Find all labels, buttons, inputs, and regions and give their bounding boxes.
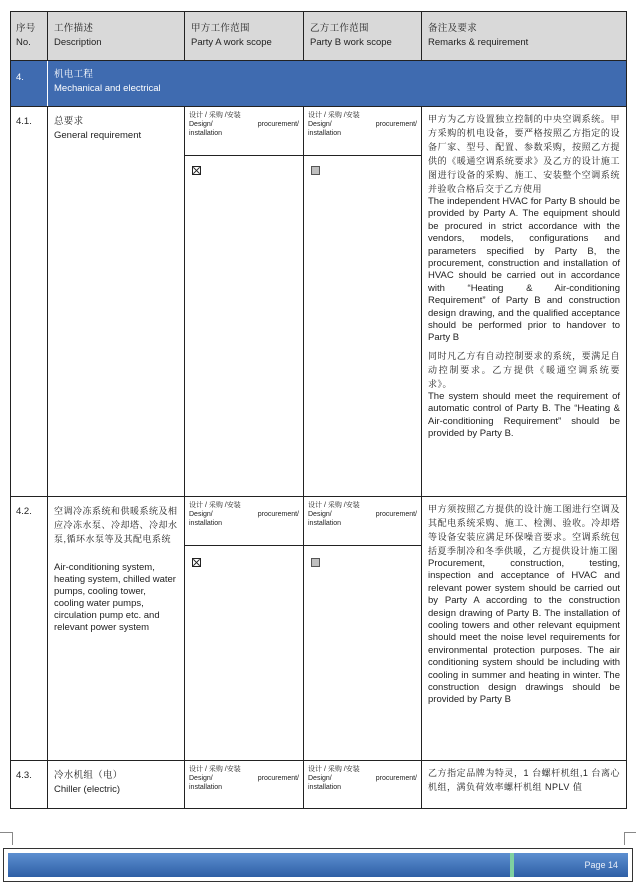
- scope-label-procurement: procurement/: [375, 121, 417, 128]
- header-remarks-zh: 备注及要求: [428, 23, 478, 34]
- col-divider: [184, 106, 185, 808]
- row-4-2-partyb-scope: [303, 496, 422, 546]
- row-4-1-desc-zh: 总要求: [54, 116, 84, 127]
- row-4-3-partya-scope: [184, 760, 304, 808]
- scope-label-zh: 设计 / 采购 /安装: [189, 112, 241, 119]
- section-row: [11, 60, 626, 106]
- row-4-2-partyb-checkbox[interactable]: [311, 558, 320, 567]
- col-divider: [303, 12, 304, 60]
- remark-paragraph: 乙方指定品牌为特灵，1 台螺杆机组,1 台离心机组，满负荷效率螺杆机组 NPLV 值: [428, 768, 620, 792]
- row-4-2-partya-scope: [184, 496, 304, 546]
- row-4-1-desc-en: General requirement: [54, 130, 142, 141]
- scope-label-zh: 设计 / 采购 /安装: [189, 502, 241, 509]
- scope-label-design: Design/: [189, 121, 213, 128]
- row-4-3-no: 4.3.: [16, 770, 32, 781]
- header-partyb-en: Party B work scope: [310, 37, 392, 48]
- scope-label-zh: 设计 / 采购 /安装: [308, 502, 360, 509]
- row-4-2-desc-zh: 空调冷冻系统和供暖系统及相应冷冻水泵、冷却塔、冷却水泵,循环水泵等及其配电系统: [54, 506, 178, 544]
- scope-label-installation: installation: [308, 130, 342, 137]
- row-4-3-desc-en: Chiller (electric): [54, 784, 120, 795]
- header-no-en: No.: [16, 37, 31, 48]
- row-4-3-remarks: [428, 766, 620, 794]
- row-4-1-partyb-scope: [303, 106, 422, 156]
- row-4-2-no: 4.2.: [16, 506, 32, 517]
- remark-paragraph: 甲方为乙方设置独立控制的中央空调系统。甲方采购的机电设备，要严格按照乙方指定的设备厂家、型号、配置、参数采购，按照乙方提供的《暖通空调系统要求》及乙方的设计施工图进行设备的采购、施工、安装整个空调系统并验收合格后交于乙方使用: [428, 114, 620, 194]
- scope-label-procurement: procurement/: [257, 511, 299, 518]
- row-4-1-remarks: [428, 112, 620, 441]
- col-divider: [421, 12, 422, 60]
- scope-label-installation: installation: [189, 784, 223, 791]
- header-partyb-zh: 乙方工作范围: [310, 23, 369, 34]
- remark-paragraph: The system should meet the requirement of automatic control of Party B. The “Heating & Air-conditioning Requirement” should be provided by Party B.: [428, 390, 620, 440]
- row-4-2-partya-checkbox[interactable]: [192, 558, 201, 567]
- remark-paragraph: 同时凡乙方有自动控制要求的系统，要满足自动控制要求。乙方提供《暖通空调系统要求》。: [428, 350, 620, 389]
- header-partya-zh: 甲方工作范围: [191, 23, 250, 34]
- row-divider: [11, 60, 626, 61]
- scope-label-zh: 设计 / 采购 /安装: [308, 766, 360, 773]
- row-4-2-remarks: [428, 502, 620, 707]
- header-partya-en: Party A work scope: [191, 37, 272, 48]
- header-desc-en: Description: [54, 37, 102, 48]
- scope-label-design: Design/: [189, 775, 213, 782]
- page-footer: [3, 848, 633, 882]
- col-divider: [303, 106, 304, 808]
- footer-bar: [8, 853, 510, 877]
- header-remarks-en: Remarks & requirement: [428, 37, 529, 48]
- col-divider: [421, 106, 422, 808]
- section-no: 4.: [16, 72, 24, 83]
- row-4-1-partya-checkbox[interactable]: [192, 166, 201, 175]
- scope-label-installation: installation: [189, 130, 223, 137]
- scope-label-design: Design/: [308, 775, 332, 782]
- scope-label-installation: installation: [189, 520, 223, 527]
- section-title-zh: 机电工程: [54, 69, 94, 80]
- header-desc-zh: 工作描述: [54, 23, 94, 34]
- crop-mark: [624, 832, 636, 845]
- col-divider: [184, 12, 185, 60]
- table-header: [11, 12, 626, 60]
- section-title-en: Mechanical and electrical: [54, 83, 161, 94]
- scope-label-procurement: procurement/: [257, 121, 299, 128]
- scope-label-installation: installation: [308, 520, 342, 527]
- remark-paragraph: Procurement, construction, testing, inspection and acceptance of HVAC and relevant power system should be carried out by Party A according to the construction design drawing of Party B. The installation of cooling towers and other relevant equipment should meet the noise level requirements for environmental protection purposes. The air conditioning system should be including with cooling in summer and heating in winter. The construction design drawings should be provided by Party B: [428, 558, 620, 706]
- header-no-zh: 序号: [16, 23, 36, 34]
- col-divider: [47, 106, 48, 808]
- scope-label-installation: installation: [308, 784, 342, 791]
- scope-label-design: Design/: [189, 511, 213, 518]
- crop-mark: [0, 832, 13, 845]
- remark-paragraph: 甲方须按照乙方提供的设计施工图进行空调及其配电系统采购、施工、检测、验收。冷却塔等设备安装应满足环保噪音要求。空调系统包括夏季制冷和冬季供暖，乙方提供设计施工图: [428, 504, 620, 556]
- col-divider: [47, 12, 48, 60]
- scope-label-design: Design/: [308, 511, 332, 518]
- page-number: Page 14: [514, 853, 628, 877]
- row-4-3-desc-zh: 冷水机组（电）: [54, 770, 123, 781]
- scope-label-procurement: procurement/: [375, 775, 417, 782]
- row-4-1-no: 4.1.: [16, 116, 32, 127]
- scope-label-procurement: procurement/: [375, 511, 417, 518]
- scope-label-procurement: procurement/: [257, 775, 299, 782]
- row-4-2-desc-en: Air-conditioning system, heating system, chilled water pumps, cooling tower, cooling water pumps, circulation pump etc. and relevant power system: [54, 562, 176, 633]
- row-4-1-partya-scope: [184, 106, 304, 156]
- row-4-1-partyb-checkbox[interactable]: [311, 166, 320, 175]
- remark-paragraph: The independent HVAC for Party B should be provided by Party A. The equipment should be procured in strict accordance with the vendors, models, configurations and parameters specified by Party B, the procurement, construction and installation of HVAC should be carried out in accordance with “Heating & Air-conditioning Requirement” of Party B and construction design drawing, and the qualified acceptance should be performed prior to handover to Party B: [428, 196, 620, 344]
- section-divider: [47, 60, 48, 106]
- requirements-table: [10, 11, 627, 809]
- scope-label-zh: 设计 / 采购 /安装: [189, 766, 241, 773]
- scope-label-design: Design/: [308, 121, 332, 128]
- row-4-3-partyb-scope: [303, 760, 422, 808]
- scope-label-zh: 设计 / 采购 /安装: [308, 112, 360, 119]
